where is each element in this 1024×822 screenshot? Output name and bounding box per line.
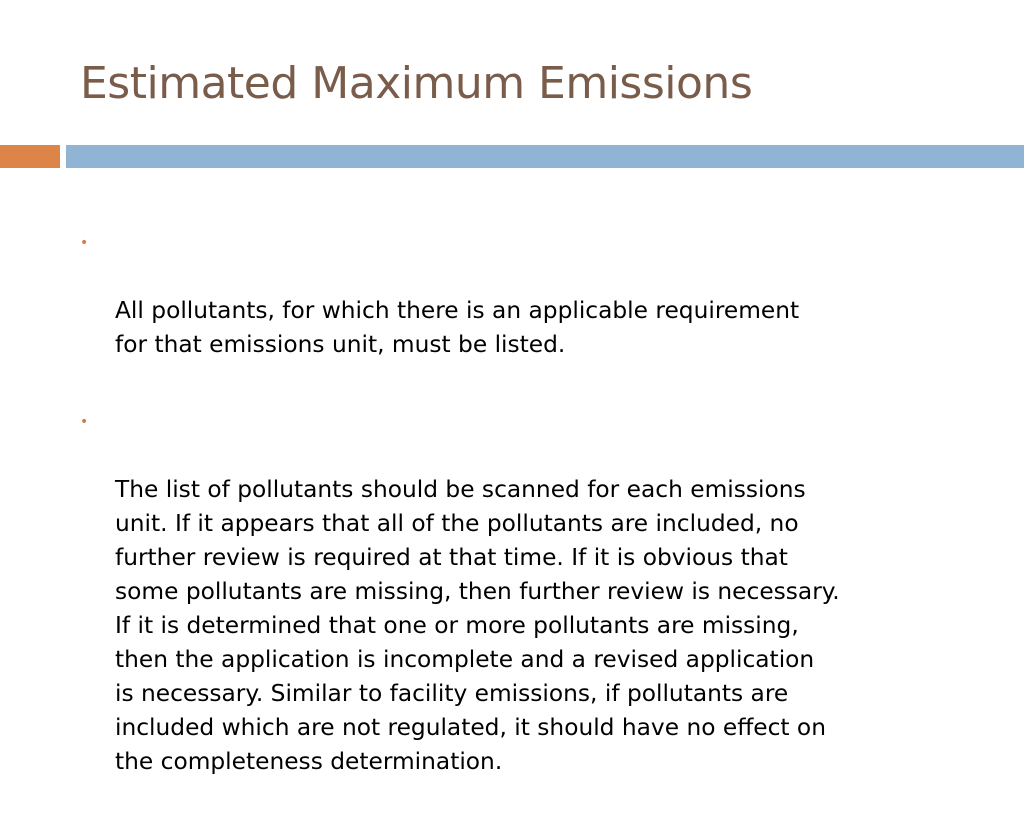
bullet-item bbox=[80, 226, 980, 362]
bullet-item bbox=[80, 405, 980, 779]
title-accent-bar-orange bbox=[0, 145, 60, 168]
bullet-text: All pollutants, for which there is an applicable requirement for that emissions unit, must be listed. bbox=[115, 297, 800, 358]
bullet-text: The list of pollutants should be scanned for each emissions unit. If it appears that all of the pollutants are included, no further review is required at that time. If it is obvious that some pollutants are missing, then further review is necessary. If it is determined that one or more pollutants are missing, then the application is incomplete and a revised application is necessary. Similar to facility emissions, if pollutants are included which are not regulated, it should have no effect on the completeness determination. bbox=[115, 476, 840, 775]
bullet-icon: • bbox=[80, 235, 89, 251]
title-accent-bar-blue bbox=[66, 145, 1024, 168]
bullet-list bbox=[80, 226, 980, 822]
bullet-icon: • bbox=[80, 414, 89, 430]
slide-title: Estimated Maximum Emissions bbox=[80, 58, 753, 109]
